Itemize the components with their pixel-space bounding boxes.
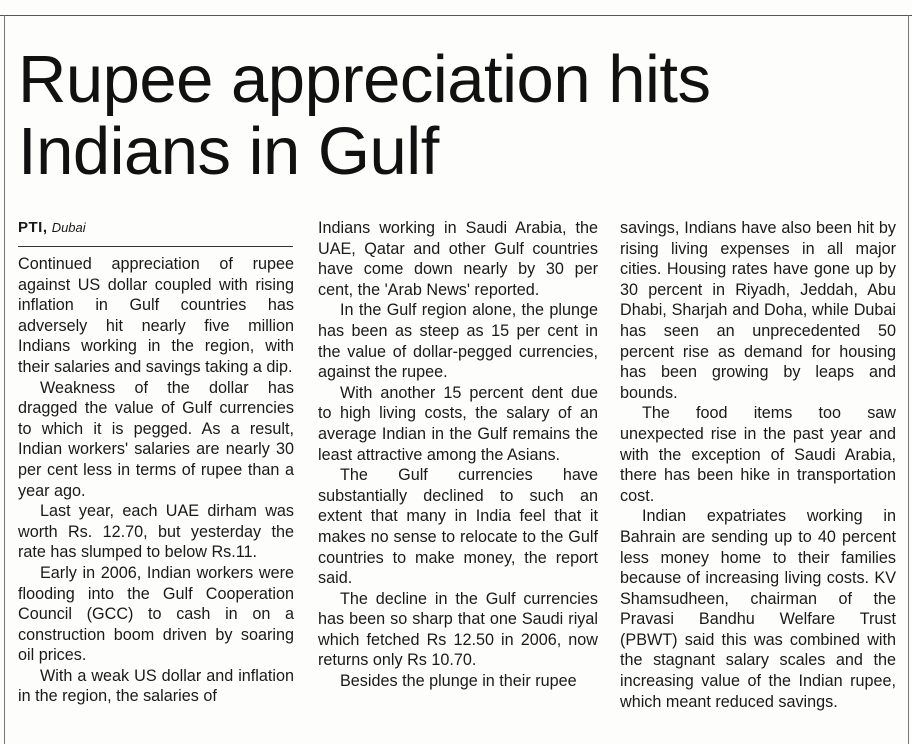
article-column-1: [18, 254, 294, 707]
paragraph: Weakness of the dollar has dragged the value of Gulf currencies to which it is pegged. As a result, Indian workers' salaries are nearly 30 per cent less in terms of rupee than a year ago.: [18, 378, 294, 500]
byline-dateline: Dubai: [51, 220, 86, 235]
article-column-3: [620, 218, 896, 712]
article-column-2: [318, 218, 598, 692]
paragraph: Indians working in Saudi Arabia, the UAE, Qatar and other Gulf countries have come down nearly by 30 per cent, the 'Arab News' reported.: [318, 219, 598, 299]
top-rule: [0, 15, 912, 16]
left-border: [4, 15, 5, 744]
paragraph: With a weak US dollar and inflation in the region, the salaries of: [18, 666, 294, 706]
paragraph: Continued appreciation of rupee against US dollar coupled with rising inflation in Gulf countries has adversely hit nearly five million Indians working in the region, with their salaries and savings taking a dip.: [18, 255, 294, 376]
right-border: [908, 15, 909, 744]
paragraph: The food items too saw unexpected rise in the past year and with the exception of Saudi Arabia, there has been hike in transportation cost.: [620, 404, 896, 505]
paragraph: Last year, each UAE dirham was worth Rs. 12.70, but yesterday the rate has slumped to below Rs.11.: [18, 502, 294, 562]
paragraph: The Gulf currencies have substantially declined to such an extent that many in India feel that it makes no sense to relocate to the Gulf countries to make money, the report said.: [318, 466, 598, 588]
paragraph: Indian expatriates working in Bahrain are sending up to 40 percent less money home to their families because of increasing living costs. KV Shamsudheen, chairman of the Pravasi Bandhu Welfare Trust (PBWT) said this was combined with the stagnant salary scales and the increasing value of the Indian rupee, which meant reduced savings.: [620, 507, 896, 711]
byline-agency: PTI,: [18, 219, 48, 236]
headline-line-1: Rupee appreciation hits: [18, 42, 711, 117]
paragraph: With another 15 percent dent due to high living costs, the salary of an average Indian in the Gulf remains the least attractive among the Asians.: [318, 383, 598, 464]
byline: [18, 218, 86, 238]
headline: [18, 44, 898, 188]
paragraph: Besides the plunge in their rupee: [340, 672, 577, 691]
byline-rule: [18, 246, 293, 247]
headline-line-2: Indians in Gulf: [18, 114, 439, 189]
paragraph: In the Gulf region alone, the plunge has been as steep as 15 per cent in the value of dollar-pegged currencies, against the rupee.: [318, 301, 598, 382]
paragraph: Early in 2006, Indian workers were flooding into the Gulf Cooperation Council (GCC) to cash in on a construction boom driven by soaring oil prices.: [18, 563, 294, 665]
paragraph: The decline in the Gulf currencies has been so sharp that one Saudi riyal which fetched Rs 12.50 in 2006, now returns only Rs 10.70.: [318, 589, 598, 670]
paragraph: savings, Indians have also been hit by rising living expenses in all major cities. Housing rates have gone up by 30 percent in Riyadh, Jeddah, Abu Dhabi, Sharjah and Doha, while Dubai has seen an unprecedented 50 percent rise as demand for housing has been growing by leaps and bounds.: [620, 219, 896, 402]
